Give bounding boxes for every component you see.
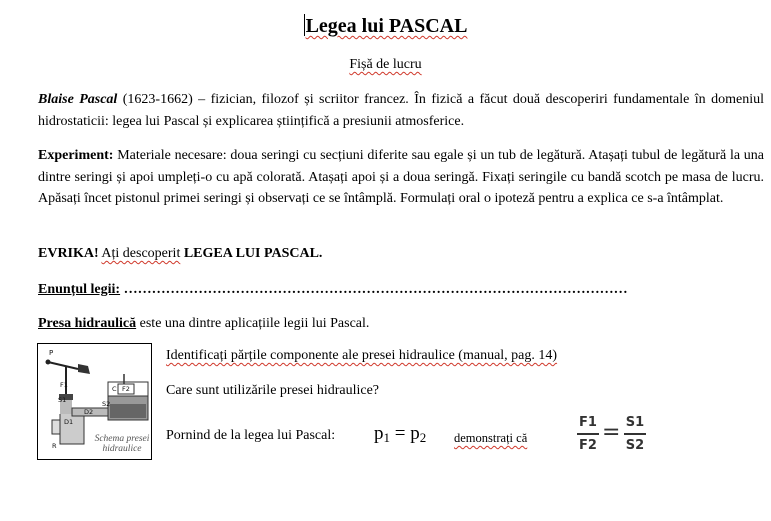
evrika-text: Ați descoperit (101, 246, 181, 261)
fig-label-d2: D2 (84, 408, 94, 416)
pressure-equality (374, 422, 426, 450)
p1-subscript: 1 (383, 430, 390, 445)
figure-caption-line1: Schema presei (94, 434, 150, 444)
intro-name: Blaise Pascal (38, 92, 118, 107)
hydraulic-press-figure (37, 343, 152, 460)
question-components: Identificați părțile componente ale presei hidraulice (manual, pag. 14) (166, 348, 558, 363)
press-paragraph (38, 313, 764, 335)
fig-label-s2: S2 (102, 400, 111, 408)
law-dots: ……………………………………………………………………………………………… (123, 282, 628, 297)
area-ratio (624, 414, 646, 455)
experiment-label: Experiment: (38, 148, 114, 163)
fig-label-d1: D1 (64, 418, 74, 426)
evrika-paragraph (38, 243, 764, 265)
force-ratio (577, 414, 599, 455)
figure-caption-line2: hidraulice (102, 444, 142, 454)
title-text: Legea lui PASCAL (305, 15, 468, 37)
fig-label-p: P (49, 349, 54, 357)
press-label: Presa hidraulică (38, 316, 137, 331)
law-statement (38, 279, 764, 301)
question-uses: Care sunt utilizările presei hidraulice? (166, 383, 380, 398)
question-pascal: Pornind de la legea lui Pascal: (166, 428, 336, 443)
area-fraction-bar (624, 433, 646, 435)
fig-label-s1: S1 (58, 396, 67, 404)
law-label: Enunțul legii: (38, 282, 121, 297)
intro-text: (1623-1662) – fizician, filozof și scriitor francez. În fizică a făcut două descoperiri fundamentale în domeniul hidrostaticii: legea lui Pascal și explicarea științifică a presiunii atmosferice. (38, 92, 764, 129)
press-text: este una dintre aplicațiile legii lui Pascal. (139, 316, 370, 331)
demonstrate-text: demonstrați că (454, 431, 528, 445)
evrika-highlight: LEGEA LUI PASCAL. (183, 246, 323, 261)
force-denominator: F2 (579, 437, 597, 453)
fig-label-c: C (112, 385, 117, 393)
p1-symbol: p (374, 423, 384, 444)
area-denominator: S2 (625, 437, 645, 453)
fig-label-f2: F2 (122, 385, 130, 393)
force-numerator: F1 (579, 415, 597, 430)
p2-symbol: p (410, 423, 420, 444)
fig-label-f1: F1 (60, 381, 68, 389)
figure-caption (93, 434, 151, 454)
p2-subscript: 2 (419, 430, 427, 445)
text-caret (304, 14, 305, 36)
intro-paragraph (38, 89, 764, 132)
force-fraction-bar (577, 433, 599, 435)
area-numerator: S1 (625, 415, 645, 430)
fig-label-r: R (52, 442, 57, 450)
experiment-text: Materiale necesare: doua seringi cu secțiuni diferite sau egale și un tub de legătură. Atașați tubul de legătură la una dintre seringi și apoi umpleți-o cu apă colorată. Atașați apoi și a doua seringă. Fixați seringile cu bandă scotch pe masa de lucru. Apăsați încet pistonul primei seringi și observați ce se întâmplă. Formulați oral o ipoteză pentru a explica ce s-a întâmplat. (38, 148, 764, 206)
page-subtitle: Fișă de lucru (349, 57, 422, 72)
pressure-eq-sign: = (394, 423, 406, 444)
page-title (0, 13, 771, 39)
experiment-paragraph (38, 145, 764, 210)
evrika-label: EVRIKA! (38, 246, 99, 261)
ratio-equals-sign: = (602, 420, 621, 445)
